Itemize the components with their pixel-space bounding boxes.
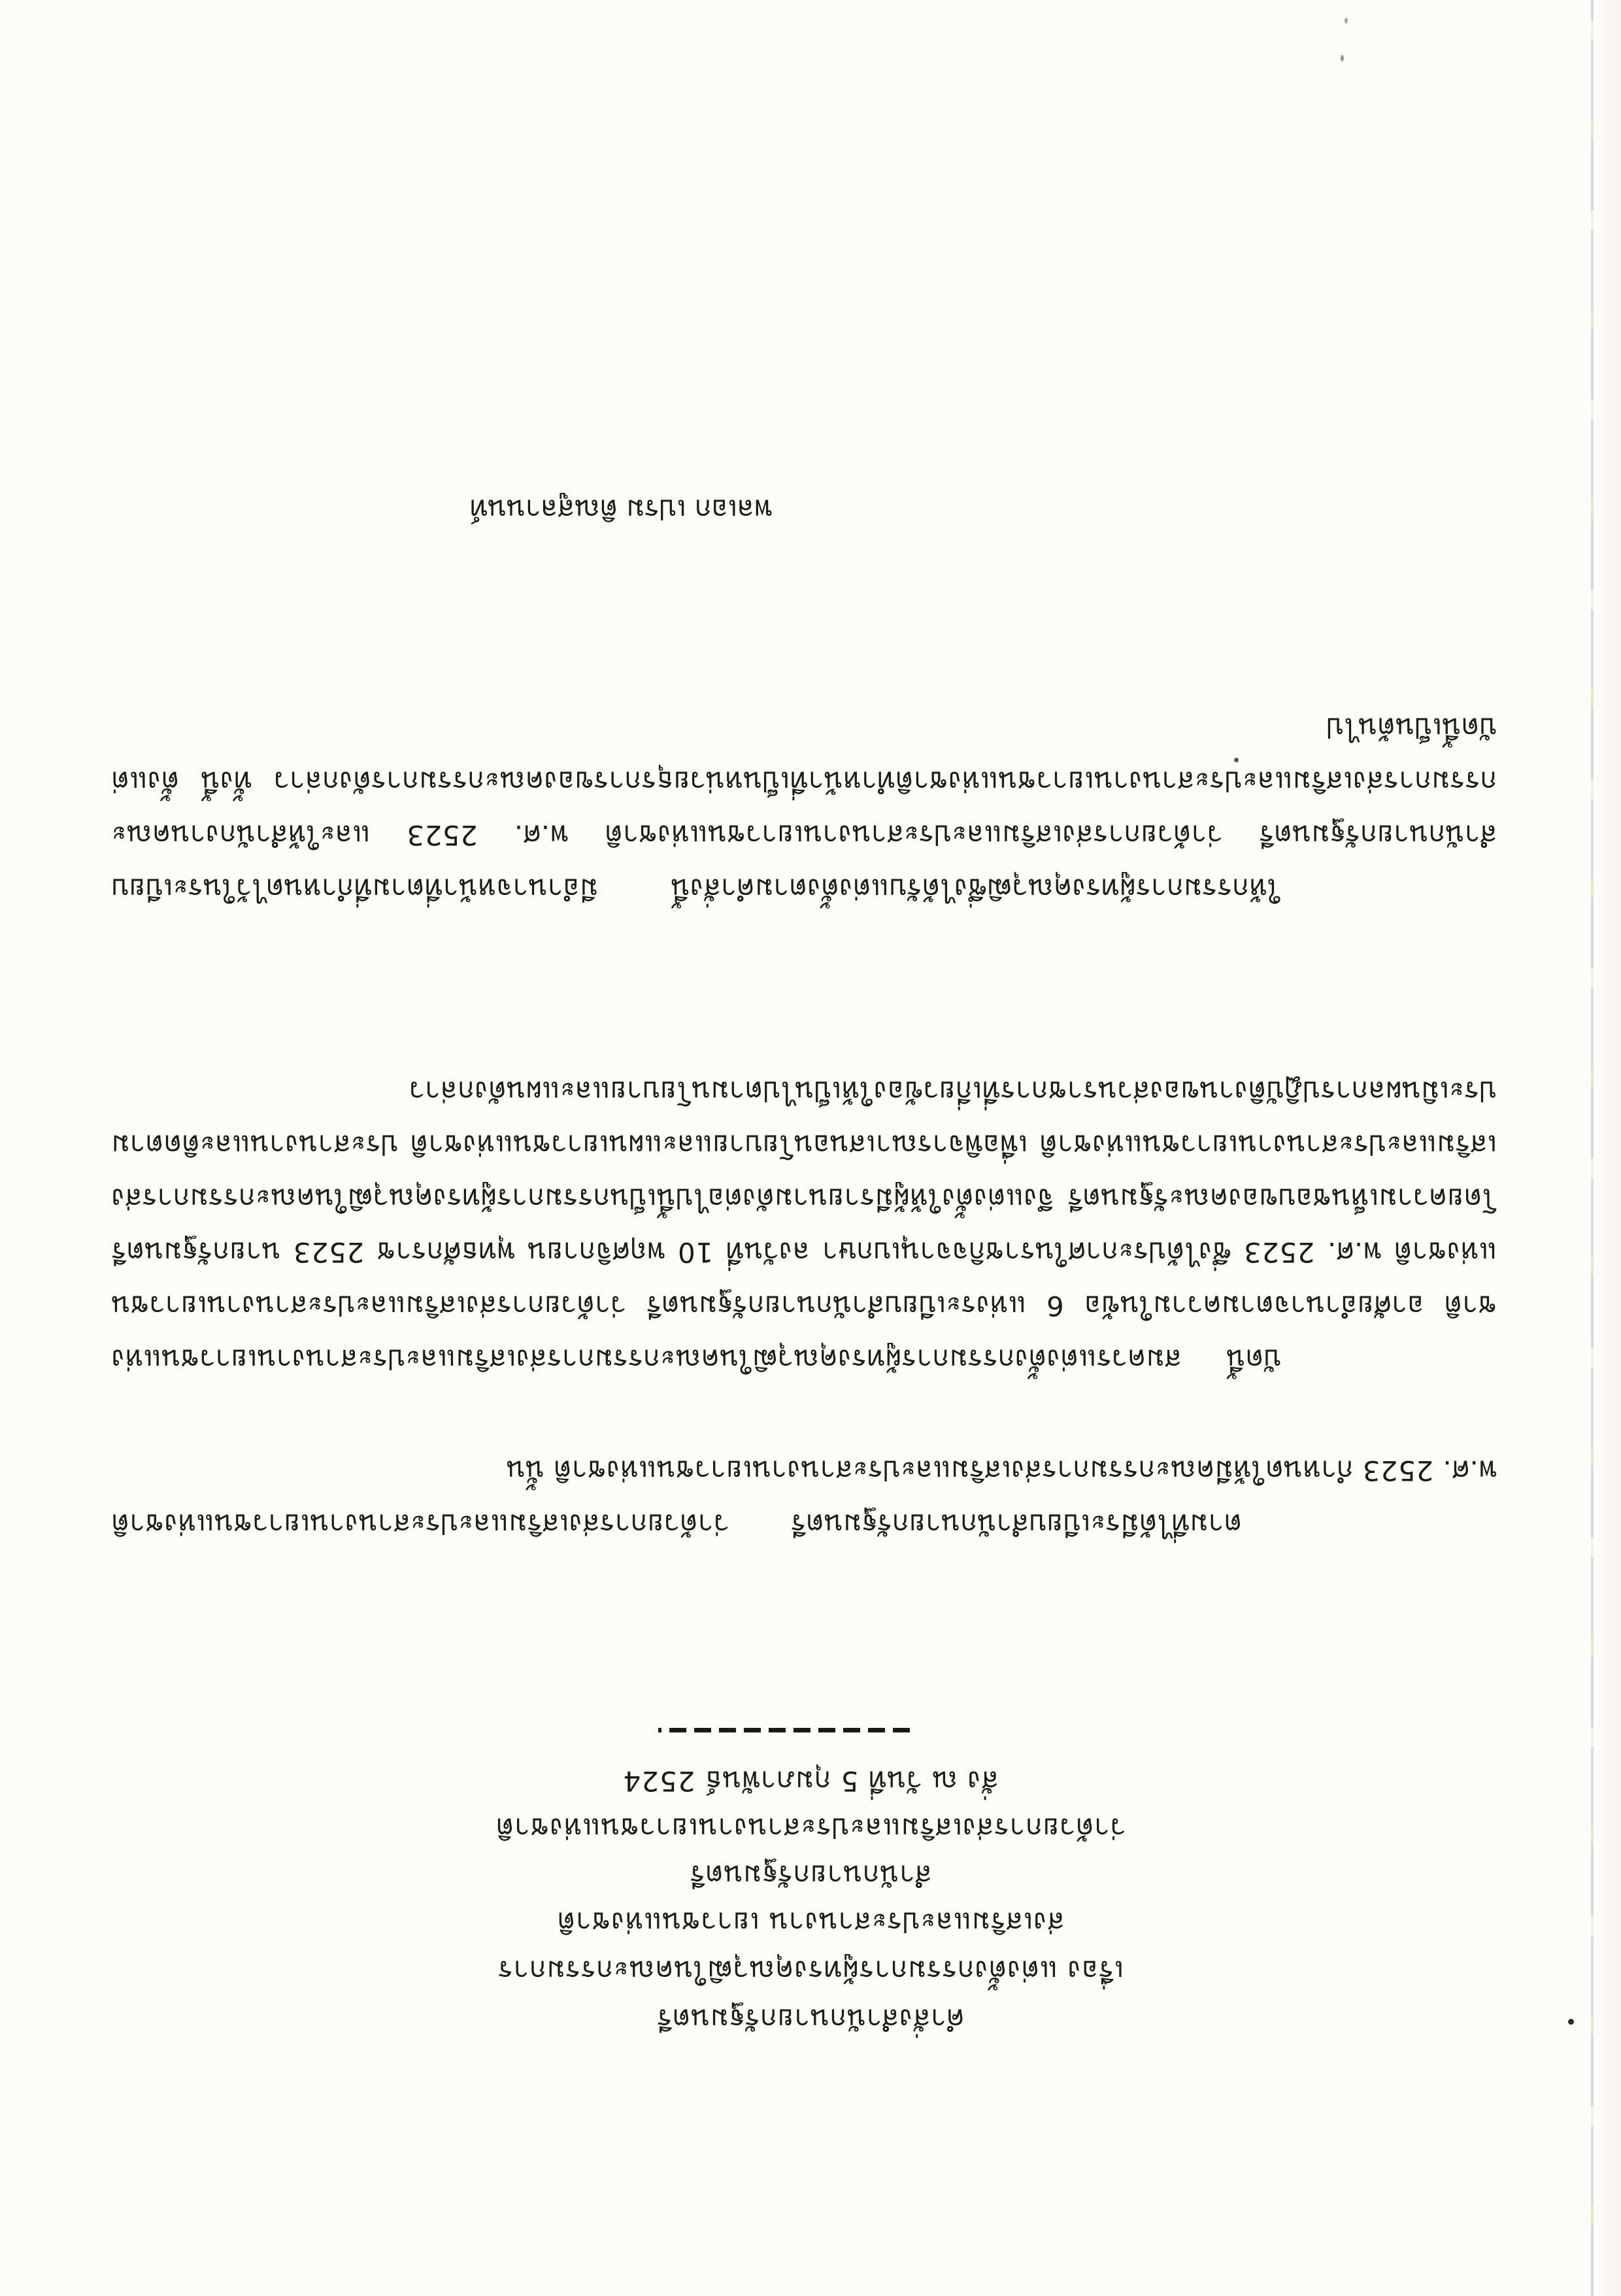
header-office-line: สำนักนายกรัฐมนตรี	[689, 1859, 932, 1891]
header-date-line: สั่ง ณ วันที่ 5 กุมภาพันธ์ 2524	[622, 1765, 999, 1797]
scan-speck	[1234, 758, 1239, 762]
header-subject-line-1: เรื่อง แต่งตั้งกรรมการผู้ทรงคุณวุฒิในคณะกรรมการ	[497, 1955, 1124, 1987]
scan-speck	[1345, 18, 1348, 24]
body-paragraph-2: บัดนี้ สมควรแต่งตั้งกรรมการผู้ทรงคุณวุฒิในคณะกรรมการส่งเสริมและประสานงานเยาวชนแห่งชาติ อาศัยอำนาจตามความในข้อ 6 แห่งระเบียบสำนักนายกรัฐมนตรี ว่าด้วยการส่งเสริมและประสานงานเยาวชนแห่งชาติ พ.ศ. 2523 ซึ่งได้ประกาศในราชกิจจานุเบกษา ลงวันที่ 10 พฤศจิกายน พุทธศักราช 2523 นายกรัฐมนตรีโดยความเห็นชอบของคณะรัฐมนตรี จึงแต่งตั้งให้ผู้มีรายนามดังต่อไปนี้เป็นกรรมการผู้ทรงคุณวุฒิในคณะกรรมการส่งเสริมและประสานงานเยาวชนแห่งชาติ เพื่อพิจารณาเสนอนโยบายและแผนเยาวชนแห่งชาติ ประสานงานและติดตามประเมินผลการปฏิบัติงานของส่วนราชการที่เกี่ยวข้องให้เป็นไปตามนโยบายและแผนดังกล่าว	[111, 1075, 1497, 1376]
body-paragraph-1: ตามที่ได้มีระเบียบสำนักนายกรัฐมนตรี ว่าด้วยการส่งเสริมและประสานงานเยาวชนแห่งชาติ พ.ศ. 2523 กำหนดให้มีคณะกรรมการส่งเสริมและประสานงานเยาวชนแห่งชาติ นั้น	[111, 1455, 1497, 1540]
separator-line	[658, 1728, 910, 1732]
signature-name: พลเอก เปรม ติณสูลานนท์	[469, 494, 773, 526]
header-regulation-line: ว่าด้วยการส่งเสริมและประสานงานเยาวชนแห่งชาติ	[495, 1812, 1126, 1844]
header-subject-line-2: ส่งเสริมและประสานงาน เยาวชนแห่งชาติ	[556, 1906, 1065, 1938]
scan-speck	[1341, 55, 1344, 61]
body-paragraph-3: ให้กรรมการผู้ทรงคุณวุฒิซึ่งได้รับแต่งตั้งตามคำสั่งนี้ มีอำนาจหน้าที่ตามที่กำหนดไว้ในระเบียบสำนักนายกรัฐมนตรี ว่าด้วยการส่งเสริมและประสานงานเยาวชนแห่งชาติ พ.ศ. 2523 และให้สำนักงานคณะกรรมการส่งเสริมและประสานงานเยาวชนแห่งชาติทำหน้าที่เป็นหน่วยธุรการของคณะกรรมการดังกล่าว ทั้งนี้ ตั้งแต่บัดนี้เป็นต้นไป	[111, 712, 1497, 905]
header-title-line: คำสั่งสำนักนายกรัฐมนตรี	[656, 2003, 965, 2035]
scan-speck	[1568, 2019, 1574, 2025]
